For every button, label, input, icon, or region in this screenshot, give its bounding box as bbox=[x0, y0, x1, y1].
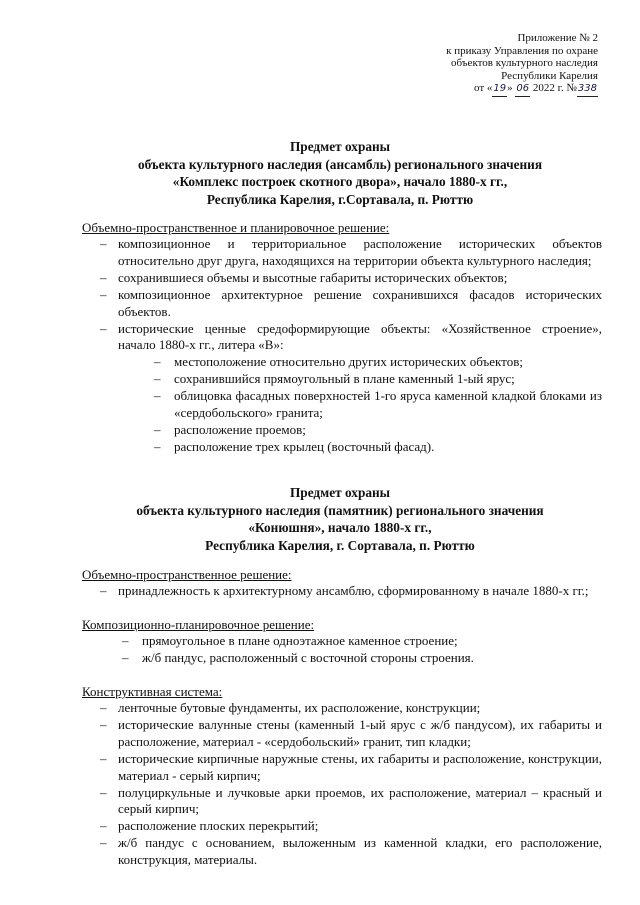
handwritten-month: 06 bbox=[515, 83, 530, 97]
list-item: – сохранившиеся объемы и высотные габариты исторических объектов; bbox=[82, 270, 602, 287]
date-year: 2022 г. № bbox=[530, 82, 577, 95]
list-item: – композиционное архитектурное решение сохранившихся фасадов исторических объектов. bbox=[82, 287, 602, 321]
list-item: – прямоугольное в плане одноэтажное каменное строение; bbox=[82, 633, 602, 650]
section1-title bbox=[80, 138, 600, 208]
list-item: – полуциркульные и лучковые арки проемов, их расположение, материал – красный и серый кирпич; bbox=[82, 785, 602, 819]
list-item: – композиционное и территориальное расположение исторических объектов относительно друг друга, находящихся на территории объекта культурного наследия; bbox=[82, 236, 602, 270]
sublist-item: – местоположение относительно других исторических объектов; bbox=[146, 354, 602, 371]
title-line: Республика Карелия, г.Сортавала, п. Рюттю bbox=[206, 191, 474, 207]
sublist-item: – сохранившийся прямоугольный в плане каменный 1-ый ярус; bbox=[146, 371, 602, 388]
construction-list bbox=[82, 700, 602, 869]
date-prefix: от « bbox=[473, 82, 493, 95]
sublist-item: – расположение трех крылец (восточный фасад). bbox=[146, 439, 602, 456]
sublist-item: – облицовка фасадных поверхностей 1-го яруса каменной кладкой блоками из «сердобольского» гранита; bbox=[146, 388, 602, 422]
list-item-text: исторические ценные средоформирующие объекты: «Хозяйственное строение», начало 1880-х гг., литера «В»: bbox=[118, 320, 602, 353]
section1-sublist bbox=[118, 354, 602, 455]
order-date-line bbox=[338, 82, 598, 97]
appendix-line: к приказу Управления по охране bbox=[446, 44, 598, 57]
title-line: «Комплекс построек скотного двора», начало 1880-х гг., bbox=[172, 174, 508, 189]
section1-list bbox=[82, 236, 602, 456]
list-item: – принадлежность к архитектурному ансамблю, сформированному в начале 1880-х гг.; bbox=[82, 583, 602, 600]
list-item: – исторические кирпичные наружные стены, их габариты и расположение, конструкции, материал - серый кирпич; bbox=[82, 751, 602, 785]
handwritten-order-number: 338 bbox=[577, 83, 598, 97]
spatial-solution-list bbox=[82, 583, 602, 600]
title-line: «Конюшня», начало 1880-х гг., bbox=[248, 520, 432, 535]
spatial-solution-heading: Объемно-пространственное решение: bbox=[82, 567, 292, 582]
list-item: – исторические валунные стены (каменный 1-ый ярус с ж/б пандусом), их габариты и расположение, материал - «сердобольский» гранит, тип кладки; bbox=[82, 717, 602, 751]
appendix-line: объектов культурного наследия bbox=[451, 57, 598, 70]
handwritten-day: 19 bbox=[492, 83, 507, 97]
list-item: – ж/б пандус с основанием, выложенным из каменной кладки, его расположение, конструкция, материалы. bbox=[82, 835, 602, 869]
construction-heading: Конструктивная система: bbox=[82, 684, 223, 699]
composition-list bbox=[82, 633, 602, 667]
list-item: – ж/б пандус, расположенный с восточной стороны строения. bbox=[82, 650, 602, 667]
section1-heading: Объемно-пространственное и планировочное решение: bbox=[82, 220, 390, 235]
sublist-item: – расположение проемов; bbox=[146, 422, 602, 439]
date-separator: » bbox=[507, 82, 516, 95]
list-item: – расположение плоских перекрытий; bbox=[82, 818, 602, 835]
appendix-note bbox=[338, 32, 598, 97]
title-line: Предмет охраны bbox=[289, 139, 391, 154]
appendix-line: Республики Карелия bbox=[501, 69, 598, 82]
composition-heading: Композиционно-планировочное решение: bbox=[82, 617, 315, 632]
title-line: Республика Карелия, г. Сортавала, п. Рюттю bbox=[205, 537, 475, 553]
title-line: объекта культурного наследия (памятник) регионального значения bbox=[136, 502, 544, 518]
list-item bbox=[82, 321, 602, 456]
section2-title bbox=[80, 484, 600, 554]
appendix-line: Приложение № 2 bbox=[517, 32, 598, 44]
title-line: объекта культурного наследия (ансамбль) регионального значения bbox=[137, 156, 543, 172]
list-item: – ленточные бутовые фундаменты, их расположение, конструкции; bbox=[82, 700, 602, 717]
title-line: Предмет охраны bbox=[289, 485, 391, 500]
